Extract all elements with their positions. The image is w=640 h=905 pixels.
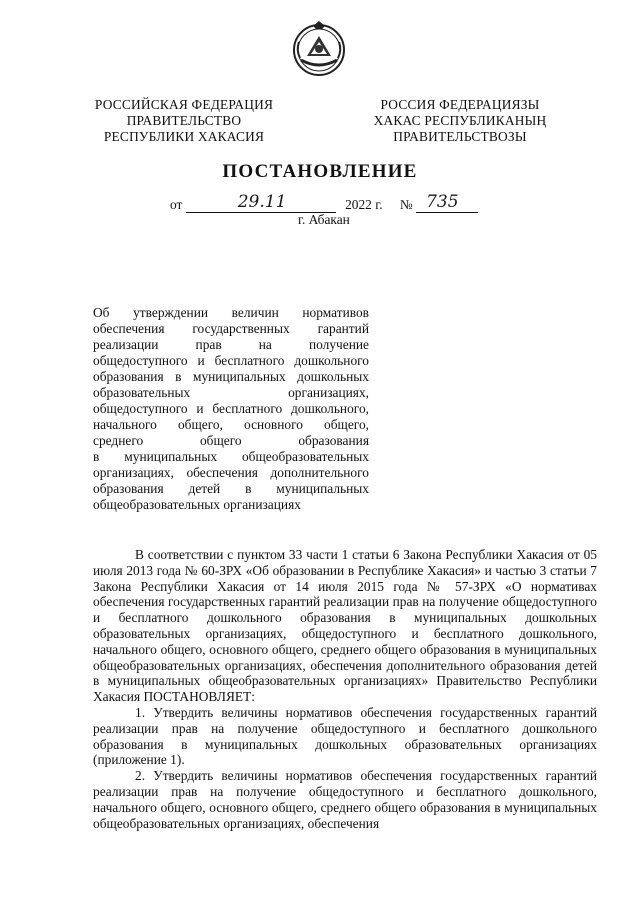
header-right-line: ПРАВИТЕЛЬСТВОЗЫ bbox=[393, 129, 527, 144]
subject-line: в муниципальных общеобразовательных bbox=[93, 449, 369, 464]
header-right bbox=[362, 97, 558, 145]
date-line bbox=[170, 192, 478, 213]
coat-of-arms-icon bbox=[291, 20, 347, 78]
subject-line: общедоступного и бесплатного дошкольного, bbox=[93, 401, 369, 416]
header-left bbox=[86, 97, 282, 145]
header-right-line: РОССИЯ ФЕДЕРАЦИЯЗЫ bbox=[380, 97, 540, 112]
date-year: 2022 г. bbox=[345, 197, 383, 212]
body-paragraph: В соответствии с пунктом 33 части 1 статьи 6 Закона Республики Хакасия от 05 июля 2013 года № 60-ЗРХ «Об образовании в Республике Хакасия» и частью 3 статьи 7 Закона Республики Хакасия от 14 июля 2015 года № 57-ЗРХ «О нормативах обеспечения государственных гарантий реализации прав на получение общедоступного и бесплатного дошкольного образования в муниципальных дошкольных образовательных организациях, общедоступного и бесплатного дошкольного, начального общего, основного общего, среднего общего образования в муниципальных общеобразовательных организациях, обеспечения дополнительного образования детей в муниципальных общеобразовательных организациях» Правительство Республики Хакасия ПОСТАНОВЛЯЕТ: bbox=[93, 547, 597, 705]
subject-line: общеобразовательных организациях bbox=[93, 497, 301, 512]
subject-line: образования в муниципальных дошкольных bbox=[93, 369, 369, 384]
subject-line: реализации прав на получение bbox=[93, 337, 369, 352]
subject-line: образовательных организациях, bbox=[93, 385, 369, 400]
subject-block bbox=[93, 305, 369, 513]
subject-line: обеспечения государственных гарантий bbox=[93, 321, 369, 336]
document-title: ПОСТАНОВЛЕНИЕ bbox=[222, 161, 418, 182]
subject-line: Об утверждении величин нормативов bbox=[93, 305, 369, 320]
body-paragraph: 1. Утвердить величины нормативов обеспечения государственных гарантий реализации прав на получение общедоступного и бесплатного дошкольного образования в муниципальных дошкольных образовательных организациях (приложение 1). bbox=[93, 704, 597, 768]
body-text bbox=[93, 547, 597, 831]
subject-line: начального общего, основного общего, bbox=[93, 417, 369, 432]
city: г. Абакан bbox=[298, 212, 350, 227]
number-sign: № bbox=[399, 197, 413, 212]
subject-line: среднего общего образования bbox=[93, 433, 369, 448]
date-prefix: от bbox=[170, 197, 183, 212]
header-left-line: РЕСПУБЛИКИ ХАКАСИЯ bbox=[103, 129, 265, 144]
handwritten-date: 29.11 bbox=[237, 192, 287, 212]
handwritten-number: 735 bbox=[426, 192, 459, 212]
subject-line: общедоступного и бесплатного дошкольного bbox=[93, 353, 369, 368]
subject-line: образования детей в муниципальных bbox=[93, 481, 369, 496]
header-right-line: ХАКАС РЕСПУБЛИКАНЫҢ bbox=[373, 113, 547, 128]
subject-line: организациях, обеспечения дополнительного bbox=[93, 465, 369, 480]
header-left-line: РОССИЙСКАЯ ФЕДЕРАЦИЯ bbox=[94, 97, 274, 112]
number-field bbox=[416, 192, 478, 213]
body-paragraph: 2. Утвердить величины нормативов обеспечения государственных гарантий реализации прав на получение общедоступного и бесплатного дошкольного, начального общего, основного общего, среднего общего образования в муниципальных общеобразовательных организациях, обеспечения bbox=[93, 768, 597, 831]
header-left-line: ПРАВИТЕЛЬСТВО bbox=[126, 113, 242, 128]
date-field bbox=[186, 192, 336, 213]
